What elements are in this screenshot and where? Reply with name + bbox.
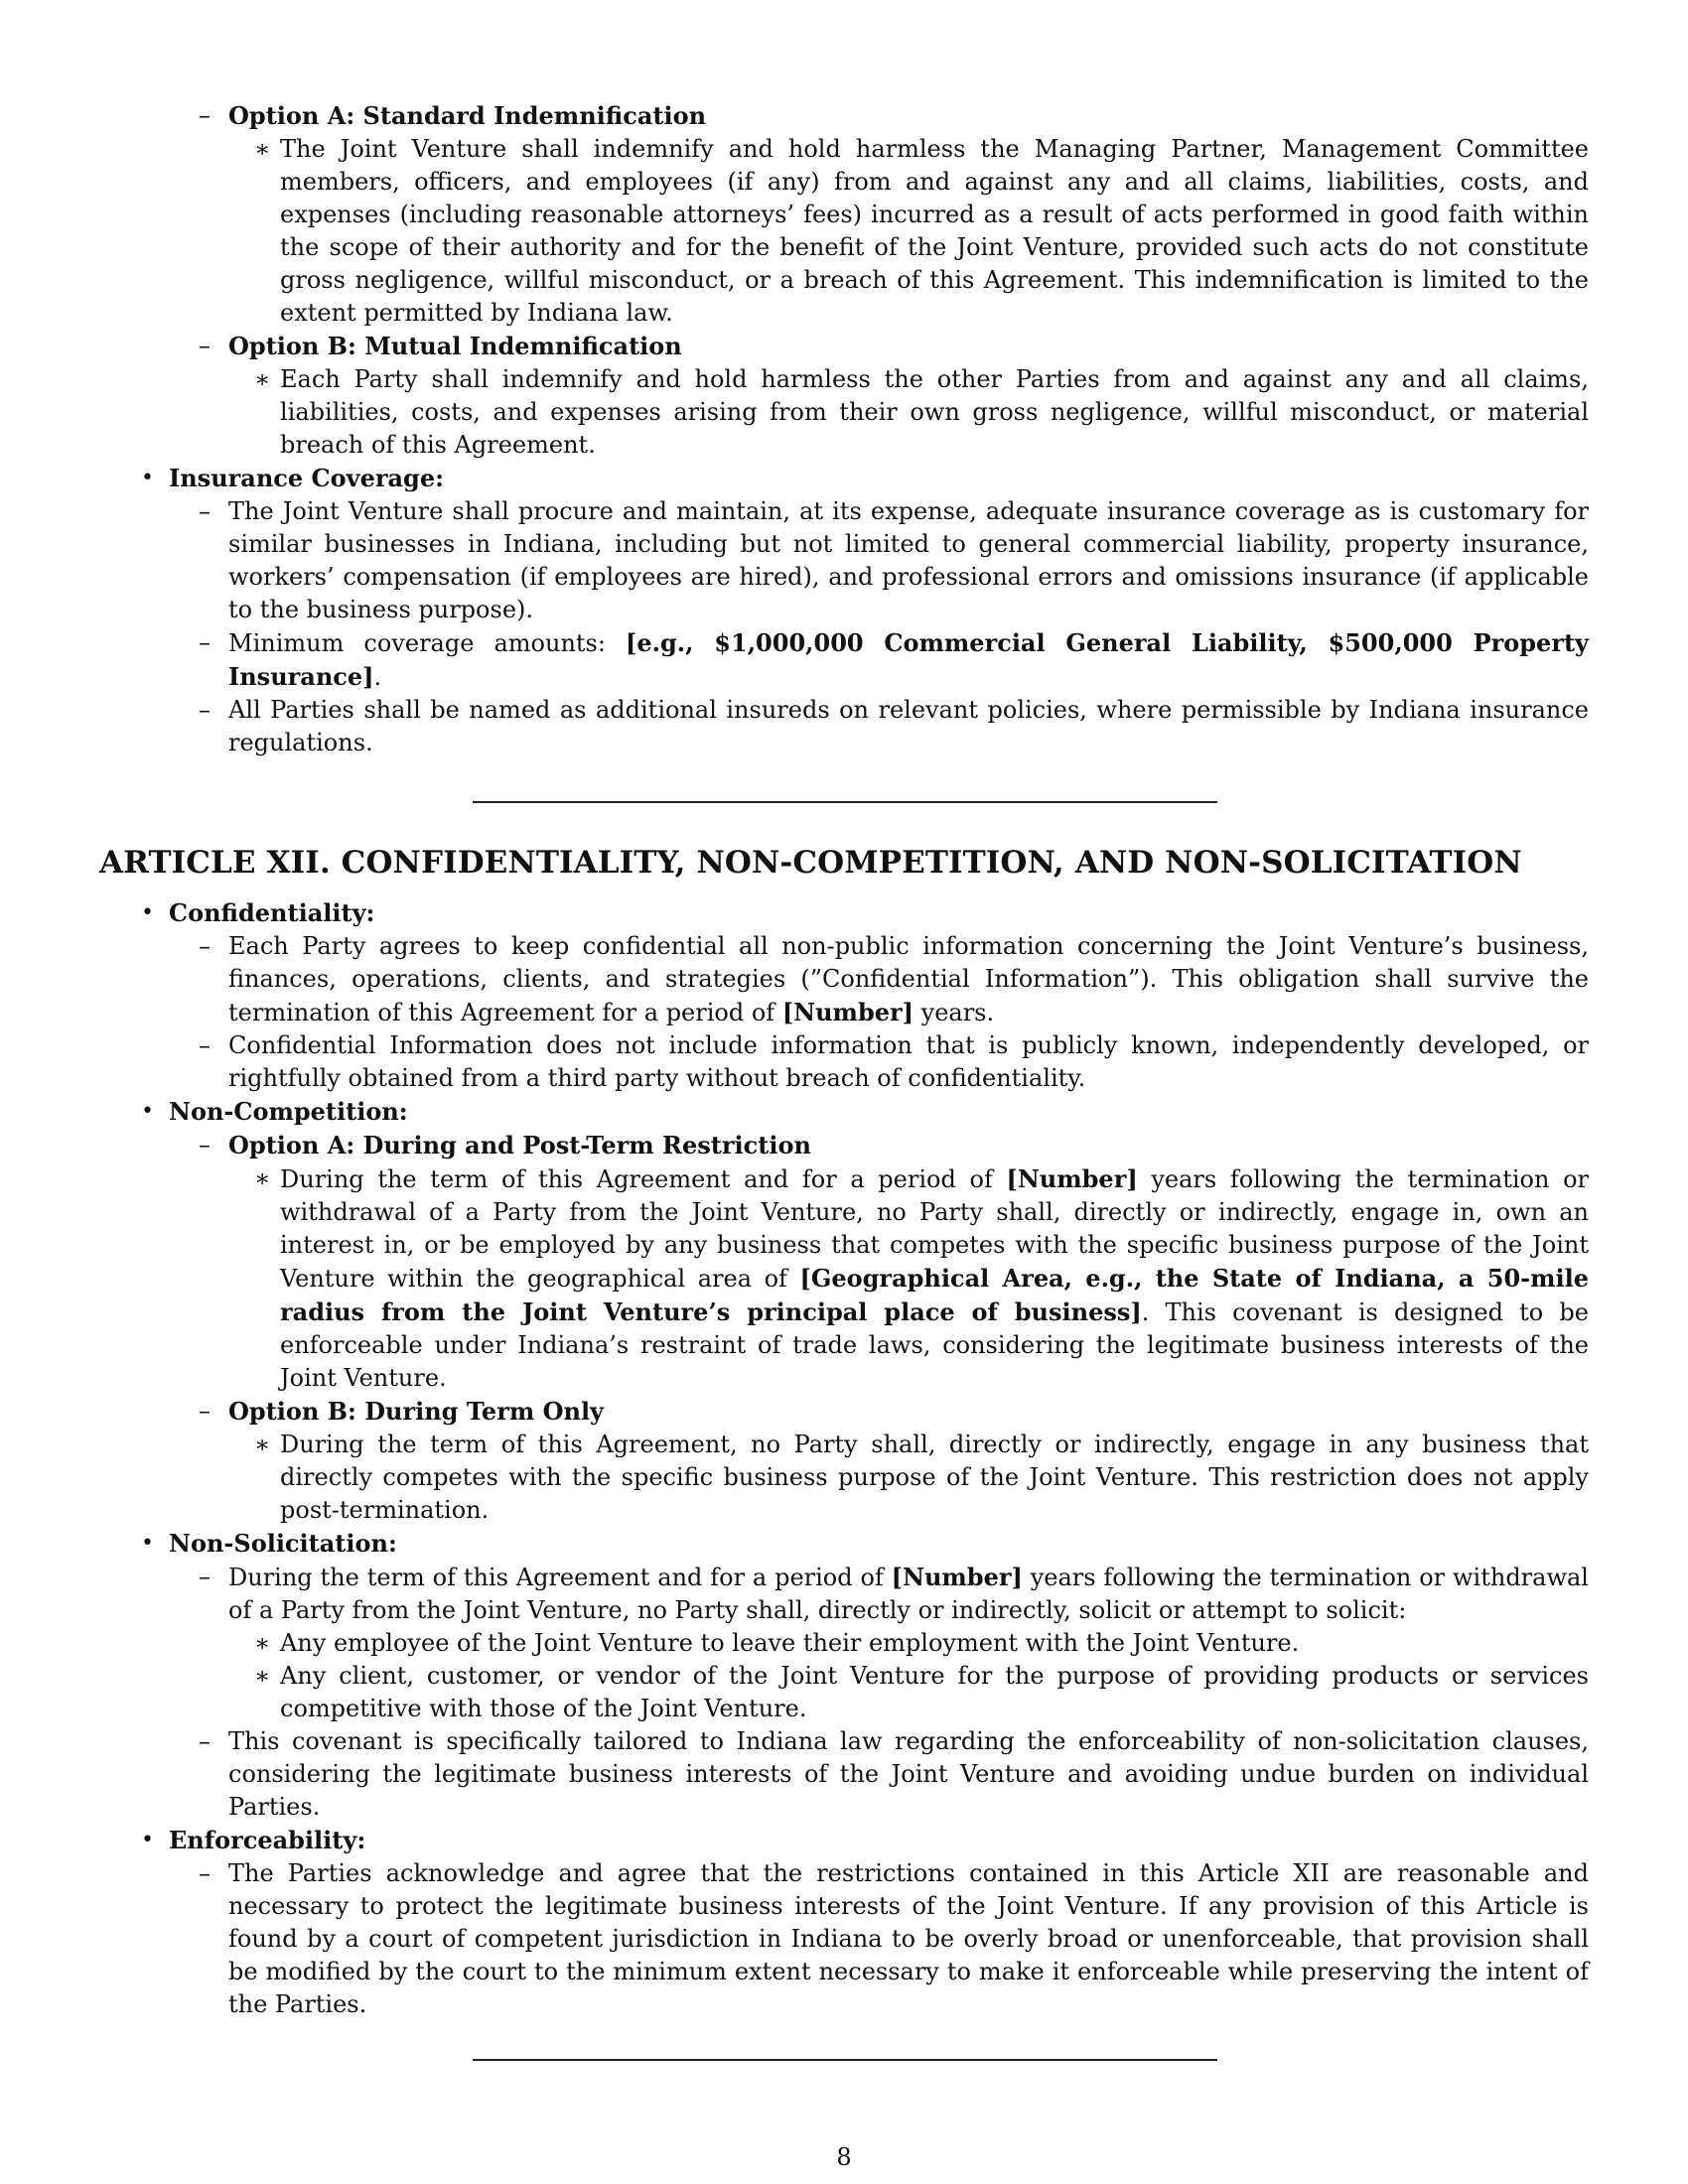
non-competition-option-b — [199, 1395, 1589, 1429]
non-competition-title: Non-Competition: — [169, 1097, 408, 1126]
nc-option-b-text — [254, 1429, 1589, 1527]
number-placeholder: [Number] — [891, 1563, 1023, 1591]
bullet-marker: • — [141, 1828, 154, 1852]
confidentiality-item — [141, 896, 1589, 930]
article-xii-heading: ARTICLE XII. CONFIDENTIALITY, NON-COMPETITION, AND NON-SOLICITATION — [99, 845, 1522, 881]
option-a-text — [254, 133, 1589, 330]
nc-a-post: . This covenant is designed to be enforceable under Indiana’s restraint of trade laws, considering the legitimate business interests of the Joint Venture. — [280, 1298, 1589, 1392]
insurance-text-1 — [199, 495, 1589, 626]
insurance-text-3 — [199, 694, 1589, 759]
dash-marker: – — [199, 1859, 211, 1887]
enforceability-item — [141, 1824, 1589, 1857]
star-marker: ∗ — [254, 1662, 271, 1690]
star-marker: ∗ — [254, 365, 271, 393]
indemnification-option-a — [199, 99, 1589, 133]
nc-a-pre: During the term of this Agreement and for a period of — [280, 1165, 1007, 1193]
star-marker: ∗ — [254, 1431, 271, 1458]
dash-marker: – — [199, 1031, 211, 1059]
document-page — [99, 99, 1589, 2095]
conf-paragraph-2: Confidential Information does not include information that is publicly known, independently developed, or rightfully obtained from a third party without breach of confidentiality. — [228, 1031, 1589, 1092]
ns-paragraph-2: This covenant is specifically tailored to Indiana law regarding the enforceability of non-solicitation clauses, considering the legitimate business interests of the Joint Venture and avoiding undue burden on individual Parties. — [228, 1727, 1589, 1821]
confidentiality-text-1 — [199, 930, 1589, 1029]
bullet-marker: • — [141, 1099, 154, 1124]
enforceability-title: Enforceability: — [169, 1826, 366, 1854]
insurance-paragraph-1: The Joint Venture shall procure and maintain, at its expense, adequate insurance coverage as is customary for similar businesses in Indiana, including but not limited to general commercial liability, property insurance, workers’ compensation (if employees are hired), and professional errors and omissions insurance (if applicable to the business purpose). — [228, 497, 1589, 623]
insurance-amounts-placeholder: [e.g., $1,000,000 Commercial General Liability, $500,000 Property Insurance] — [228, 628, 1590, 691]
star-marker: ∗ — [254, 1164, 271, 1192]
insurance-coverage-item — [141, 462, 1589, 495]
dash-marker: – — [199, 1397, 211, 1425]
nc-a-mid: years following the termination or withdrawal of a Party from the Joint Venture, no Party shall, directly or indirectly, engage in, own an interest in, or be employed by any business that competes with the specific business purpose of the Joint Venture within the geographical area of — [280, 1165, 1589, 1293]
dash-marker: – — [199, 101, 211, 129]
non-solicitation-title: Non-Solicitation: — [169, 1529, 397, 1558]
section-divider — [473, 801, 1217, 803]
confidentiality-text-2 — [199, 1029, 1589, 1095]
non-solicitation-text-2 — [199, 1725, 1589, 1824]
option-b-paragraph: Each Party shall indemnify and hold harmless the other Parties from and against any and all claims, liabilities, costs, and expenses arising from their own gross negligence, willful misconduct, or material breach of this Agreement. — [280, 365, 1589, 459]
page-number: 8 — [836, 2143, 852, 2171]
dash-marker: – — [199, 332, 211, 359]
option-a-paragraph: The Joint Venture shall indemnify and hold harmless the Managing Partner, Management Committee members, officers, and employees (if any) from and against any and all claims, liabilities, costs, and expenses (including reasonable attorneys’ fees) incurred as a result of acts performed in good faith within the scope of their authority and for the benefit of the Joint Venture, provided such acts do not constitute gross negligence, willful misconduct, or a breach of this Agreement. This indemnification is limited to the extent permitted by Indiana law. — [280, 135, 1589, 327]
ns-client-clause: Any client, customer, or vendor of the Joint Venture for the purpose of providing products or services competitive with those of the Joint Venture. — [280, 1662, 1589, 1722]
number-placeholder: [Number] — [781, 998, 914, 1026]
star-marker: ∗ — [254, 135, 271, 163]
section-divider — [473, 2059, 1217, 2061]
bullet-marker: • — [141, 1531, 154, 1556]
dash-marker: – — [199, 1131, 211, 1159]
nc-option-a-title: Option A: During and Post-Term Restriction — [228, 1131, 811, 1160]
star-marker: ∗ — [254, 1629, 271, 1657]
ns-post: years following the termination or withdrawal of a Party from the Joint Venture, no Party shall, directly or indirectly, solicit or attempt to solicit: — [228, 1564, 1589, 1624]
non-competition-option-a — [199, 1129, 1589, 1162]
nc-b-paragraph: During the term of this Agreement, no Party shall, directly or indirectly, engage in any business that directly competes with the specific business purpose of the Joint Venture. This restriction does not apply post-termination. — [280, 1431, 1589, 1524]
dash-marker: – — [199, 1727, 211, 1755]
option-b-title: Option B: Mutual Indemnification — [228, 332, 682, 360]
dash-marker: – — [199, 932, 211, 960]
non-solicitation-text-1 — [199, 1561, 1589, 1627]
bullet-marker: • — [141, 466, 154, 490]
dash-marker: – — [199, 696, 211, 724]
geographic-area-placeholder: [Geographical Area, e.g., the State of Indiana, a 50-mile radius from the Joint Venture’s principal place of business] — [280, 1264, 1590, 1326]
nc-option-a-text — [254, 1162, 1590, 1395]
ns-pre: During the term of this Agreement and for a period of — [228, 1564, 892, 1591]
insurance-paragraph-3: All Parties shall be named as additional insureds on relevant policies, where permissible by Indiana insurance regulations. — [228, 696, 1589, 756]
non-competition-item — [141, 1095, 1589, 1129]
dash-marker: – — [199, 1563, 211, 1590]
ns-subitem-1 — [254, 1627, 1589, 1660]
dash-marker: – — [199, 497, 211, 525]
insurance-text-2 — [199, 626, 1590, 694]
nc-option-b-title: Option B: During Term Only — [228, 1397, 604, 1426]
dash-marker: – — [199, 628, 211, 656]
bullet-marker: • — [141, 900, 154, 925]
indemnification-option-b — [199, 330, 1589, 363]
non-solicitation-item — [141, 1527, 1589, 1561]
insurance-title: Insurance Coverage: — [169, 464, 444, 492]
number-placeholder: [Number] — [1006, 1164, 1138, 1193]
confidentiality-title: Confidentiality: — [169, 898, 375, 927]
enforceability-text — [199, 1857, 1589, 2021]
ns-employee-clause: Any employee of the Joint Venture to leave their employment with the Joint Venture. — [280, 1629, 1300, 1657]
conf-text-post: years. — [914, 999, 995, 1026]
option-a-title: Option A: Standard Indemnification — [228, 101, 707, 130]
enforceability-paragraph: The Parties acknowledge and agree that the restrictions contained in this Article XII are reasonable and necessary to protect the legitimate business interests of the Joint Venture. If any provision of this Article is found by a court of competent jurisdiction in Indiana to be overly broad or unenforceable, that provision shall be modified by the court to the minimum extent necessary to make it enforceable while preserving the intent of the Parties. — [228, 1859, 1589, 2018]
option-b-text — [254, 363, 1589, 462]
ns-subitem-2 — [254, 1660, 1589, 1725]
period: . — [373, 663, 382, 691]
insurance-min-label: Minimum coverage amounts: — [228, 629, 627, 657]
conf-text-pre: Each Party agrees to keep confidential all non-public information concerning the Joint Venture’s business, finances, operations, clients, and strategies (”Confidential Information”). This obligation shall survive the termination of this Agreement for a period of — [228, 932, 1589, 1026]
